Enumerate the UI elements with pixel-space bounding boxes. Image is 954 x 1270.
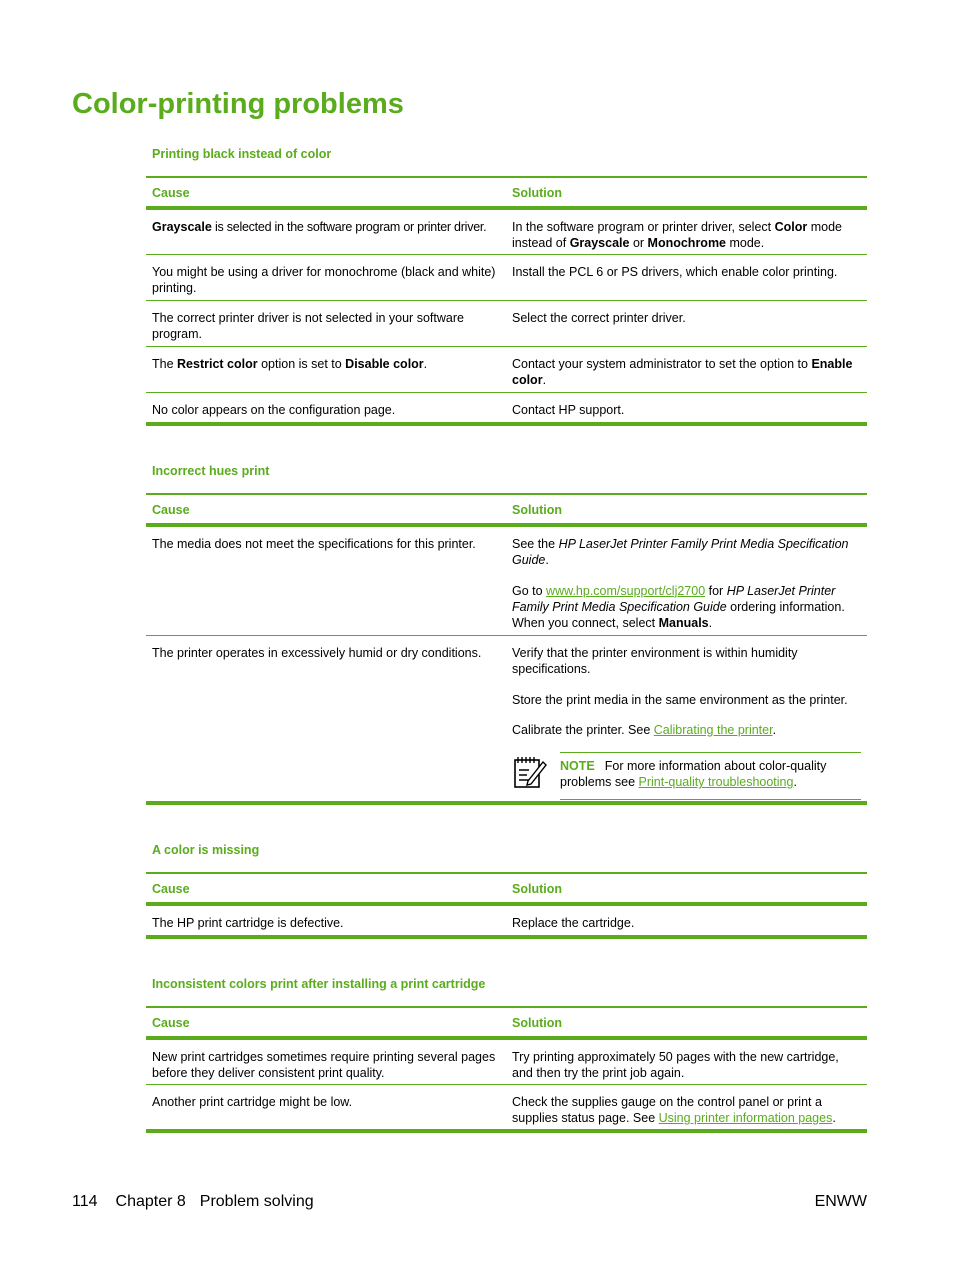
footer-right: ENWW [814, 1193, 867, 1210]
header-solution: Solution [512, 882, 562, 896]
italic-text: HP LaserJet Printer Family Print Media Specification Guide [512, 537, 849, 568]
text: See the [512, 537, 559, 551]
paragraph: Store the print media in the same environment as the printer. [512, 692, 848, 707]
bold-text: Monochrome [647, 236, 727, 251]
text: Contact your system administrator to set the option to [512, 357, 812, 371]
text: mode instead of [512, 220, 843, 251]
text: or [629, 236, 648, 251]
solution-cell [507, 347, 867, 392]
printer-info-pages-link[interactable]: Using printer information pages [658, 1111, 833, 1126]
print-quality-link[interactable]: Print-quality troubleshooting [638, 775, 794, 790]
text: In the software program or printer driver, select [512, 220, 775, 234]
text: . [708, 616, 713, 631]
table-header [146, 495, 867, 523]
table-printing-black [146, 146, 867, 426]
table-header [146, 178, 867, 206]
cause-cell: The correct printer driver is not selected in your software program. [152, 311, 464, 342]
table-caption: Printing black instead of color [152, 147, 332, 161]
bold-text: Color [774, 220, 808, 234]
table-header [146, 874, 867, 902]
cause-cell: The printer operates in excessively humid or dry conditions. [152, 646, 482, 660]
divider [146, 801, 867, 805]
paragraph [512, 583, 861, 632]
bold-text: Grayscale [569, 236, 630, 251]
text: The [152, 357, 178, 371]
hp-support-link[interactable]: www.hp.com/support/clj2700 [546, 583, 706, 598]
table-row [146, 255, 867, 300]
solution-cell: Contact HP support. [512, 403, 625, 417]
table-row [146, 210, 867, 254]
text: . [793, 775, 797, 790]
table-row [146, 301, 867, 346]
bold-text: Manuals [658, 616, 709, 631]
cause-cell [146, 210, 507, 254]
cause-cell: The HP print cartridge is defective. [152, 916, 344, 930]
note-pad-icon [512, 752, 560, 800]
table-row [146, 1085, 867, 1129]
table-row [146, 906, 867, 935]
table-caption: Inconsistent colors print after installing a print cartridge [152, 977, 486, 991]
text: . [832, 1111, 836, 1126]
solution-cell [507, 636, 867, 801]
text: mode. [726, 236, 765, 251]
table-row [146, 636, 867, 801]
header-cause: Cause [152, 1016, 190, 1030]
solution-cell [507, 527, 867, 635]
table-row [146, 527, 867, 635]
text: Go to [512, 583, 547, 598]
solution-cell [507, 210, 867, 254]
solution-cell: Replace the cartridge. [512, 916, 635, 930]
page-footer [72, 1193, 867, 1211]
solution-cell: Select the correct printer driver. [512, 311, 686, 325]
text: ordering information. When you connect, select [512, 599, 845, 631]
divider [146, 1129, 867, 1133]
italic-text: HP LaserJet Printer Family Print Media Specification Guide [512, 583, 836, 614]
text: For more information about color-quality problems see [560, 759, 827, 790]
bold-text: Disable color [345, 357, 424, 371]
text: . [545, 553, 549, 568]
cause-cell: New print cartridges sometimes require printing several pages before they deliver consistent print quality. [152, 1050, 496, 1081]
note-text [560, 752, 861, 800]
solution-cell: Try printing approximately 50 pages with the new cartridge, and then try the print job again. [512, 1050, 839, 1081]
chapter-label: Chapter 8 [115, 1193, 186, 1210]
text: option is set to [257, 357, 346, 371]
solution-cell [507, 1085, 867, 1129]
text: . [772, 722, 777, 737]
text: . [542, 373, 547, 388]
header-solution: Solution [512, 186, 562, 200]
table-incorrect-hues [146, 463, 867, 805]
note-label: NOTE [560, 759, 595, 774]
header-cause: Cause [152, 503, 190, 517]
cause-cell: You might be using a driver for monochrome (black and white) printing. [152, 265, 496, 296]
header-solution: Solution [512, 503, 562, 517]
cause-cell: No color appears on the configuration page. [152, 403, 396, 417]
paragraph [512, 536, 861, 569]
text: for [705, 583, 727, 598]
divider [146, 422, 867, 426]
cause-cell: Another print cartridge might be low. [152, 1095, 353, 1109]
bold-text: Restrict color [177, 357, 258, 371]
cause-cell [146, 347, 507, 392]
table-inconsistent-colors [146, 976, 867, 1133]
page-number: 114 [72, 1193, 98, 1210]
text: Check the supplies gauge on the control panel or print a supplies status page. See [512, 1095, 822, 1126]
table-color-missing [146, 842, 867, 939]
divider [146, 935, 867, 939]
text: . [423, 357, 428, 371]
table-row [146, 347, 867, 392]
bold-text: Grayscale [152, 220, 212, 234]
paragraph: Verify that the printer environment is within humidity specifications. [512, 646, 798, 677]
header-solution: Solution [512, 1016, 562, 1030]
table-caption: A color is missing [152, 843, 260, 857]
text: is selected in the software program or printer driver. [211, 220, 487, 234]
cause-cell: The media does not meet the specifications for this printer. [152, 537, 476, 551]
solution-cell: Install the PCL 6 or PS drivers, which enable color printing. [512, 265, 838, 279]
text: Calibrate the printer. See [512, 722, 654, 737]
table-header [146, 1008, 867, 1036]
header-cause: Cause [152, 186, 190, 200]
note-box [512, 752, 861, 800]
calibrating-link[interactable]: Calibrating the printer [653, 722, 773, 737]
table-row [146, 393, 867, 422]
page-title: Color-printing problems [72, 88, 404, 120]
header-cause: Cause [152, 882, 190, 896]
paragraph [512, 722, 861, 738]
table-row [146, 1040, 867, 1084]
footer-left [72, 1193, 332, 1211]
table-caption: Incorrect hues print [152, 464, 270, 478]
bold-text: Enable color [512, 357, 853, 388]
chapter-title: Problem solving [199, 1193, 314, 1210]
